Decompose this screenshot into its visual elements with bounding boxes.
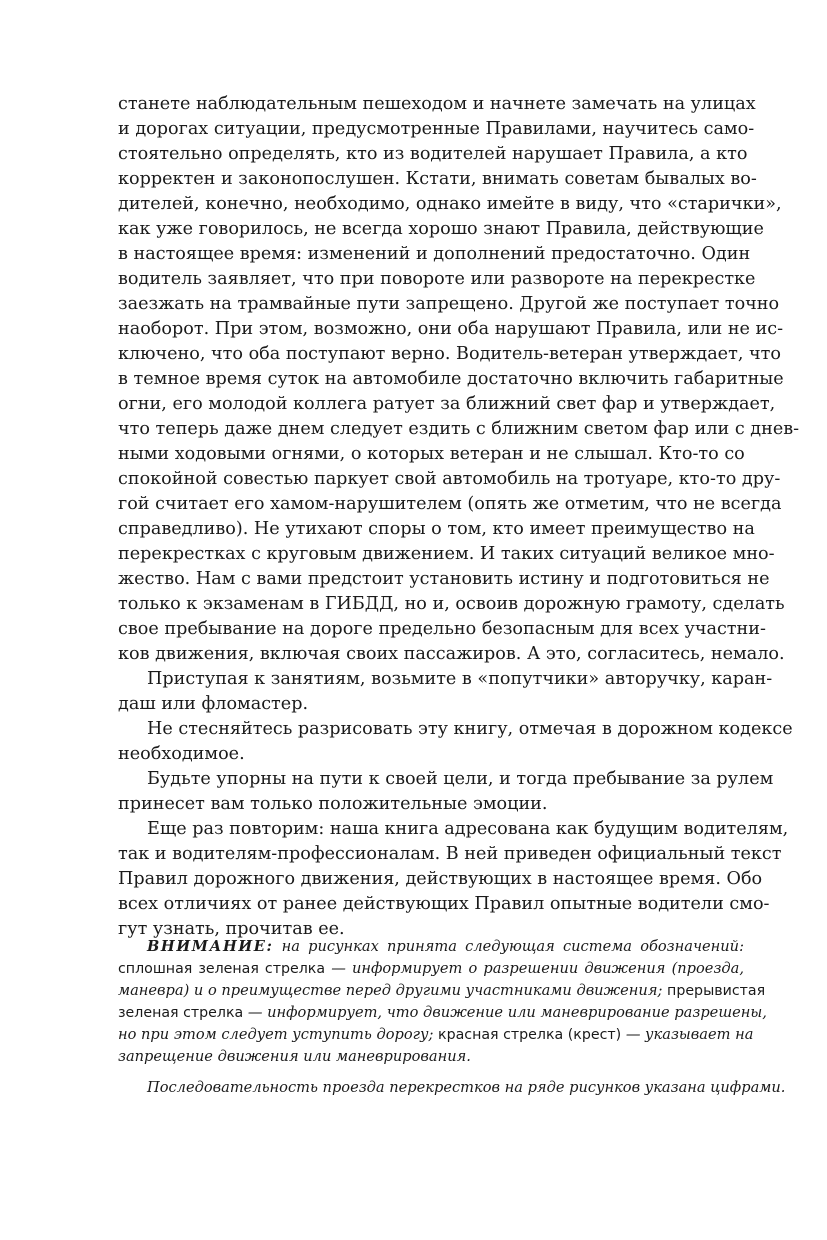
text-line: перекрестках с круговым движением. И таких ситуаций великое мно- [118, 544, 775, 564]
text-line: Правил дорожного движения, действующих в настоящее время. Обо [118, 869, 763, 889]
text-line: станете наблюдательным пешеходом и начнете замечать на улицах [118, 94, 756, 114]
text-line: гой считает его хамом-нарушителем (опять же отметим, что не всегда [118, 494, 782, 514]
note-text: но при этом следует уступить дорогу; [118, 1026, 434, 1043]
note-line [118, 1046, 744, 1068]
note-text: маневра) и о преимуществе перед другими участниками движения; [118, 982, 663, 999]
text-line: жество. Нам с вами предстоит установить истину и подготовиться не [118, 569, 770, 589]
red-arrow-label: красная стрелка (крест) [438, 1027, 622, 1043]
text-line: принесет вам только положительные эмоции. [118, 794, 548, 814]
dashed-green-arrow-label-cont: зеленая стрелка [118, 1005, 244, 1021]
main-text [118, 92, 800, 942]
note-line [118, 958, 744, 980]
page-body [118, 92, 800, 1096]
note-line [118, 980, 766, 1002]
text-line: Еще раз повторим: наша книга адресована как будущим водителям, [147, 819, 789, 839]
text-line: и дорогах ситуации, предусмотренные Правилами, научитесь само- [118, 119, 755, 139]
solid-green-arrow-label: сплошная зеленая стрелка [118, 961, 326, 977]
attention-note [118, 936, 767, 1068]
note-text: — указывает на [625, 1026, 754, 1043]
text-line: в темное время суток на автомобиле достаточно включить габаритные [118, 369, 784, 389]
text-line: корректен и законопослушен. Кстати, внимать советам бывалых во- [118, 169, 757, 189]
text-line: в настоящее время: изменений и дополнений предостаточно. Один [118, 244, 751, 264]
text-line: что теперь даже днем следует ездить с ближним светом фар или с днев- [118, 419, 800, 439]
note-line [118, 936, 744, 958]
text-line: только к экзаменам в ГИБДД, но и, освоив дорожную грамоту, сделать [118, 594, 785, 614]
text-line: всех отличиях от ранее действующих Правил опытные водители смо- [118, 894, 770, 914]
text-line: водитель заявляет, что при повороте или развороте на перекрестке [118, 269, 756, 289]
text-line: справедливо). Не утихают споры о том, кто имеет преимущество на [118, 519, 755, 539]
dashed-green-arrow-label: прерывистая [667, 983, 766, 999]
note-text: запрещение движения или маневрирования. [118, 1048, 471, 1065]
text-line: огни, его молодой коллега ратует за ближний свет фар и утверждает, [118, 394, 776, 414]
text-line: ными ходовыми огнями, о которых ветеран и не слышал. Кто-то со [118, 444, 745, 464]
note-line [118, 1024, 754, 1046]
note-text: — информирует, что движение или маневрирование разрешены, [247, 1004, 767, 1021]
text-line: свое пребывание на дороге предельно безопасным для всех участни- [118, 619, 766, 639]
note-line [118, 1002, 767, 1024]
text-line: Приступая к занятиям, возьмите в «попутчики» авторучку, каран- [147, 669, 773, 689]
attention-title: ВНИМАНИЕ: [147, 938, 274, 955]
text-line: Будьте упорны на пути к своей цели, и тогда пребывание за рулем [147, 769, 774, 789]
note-text: — информирует о разрешении движения (проезда, [331, 960, 744, 977]
text-line: так и водителям-профессионалам. В ней приведен официальный текст [118, 844, 782, 864]
text-line: наоборот. При этом, возможно, они оба нарушают Правила, или не ис- [118, 319, 784, 339]
text-line: как уже говорилось, не всегда хорошо знают Правила, действующие [118, 219, 764, 239]
text-line: даш или фломастер. [118, 694, 309, 714]
text-line: заезжать на трамвайные пути запрещено. Другой же поступает точно [118, 294, 780, 314]
text-line: дителей, конечно, необходимо, однако имейте в виду, что «старички», [118, 194, 782, 214]
text-line: ков движения, включая своих пассажиров. А это, согласитесь, немало. [118, 644, 785, 664]
text-line: ключено, что оба поступают верно. Водитель-ветеран утверждает, что [118, 344, 781, 364]
text-line: стоятельно определять, кто из водителей нарушает Правила, а кто [118, 144, 748, 164]
footer-note: Последовательность проезда перекрестков на ряде рисунков указана цифрами. [147, 1079, 786, 1096]
text-line: гут узнать, прочитав ее. [118, 919, 345, 939]
text-line: необходимое. [118, 744, 245, 764]
text-line: спокойной совестью паркует свой автомобиль на тротуаре, кто-то дру- [118, 469, 781, 489]
text-line: Не стесняйтесь разрисовать эту книгу, отмечая в дорожном кодексе [147, 719, 793, 739]
note-text: на рисунках принята следующая система обозначений: [281, 938, 744, 955]
